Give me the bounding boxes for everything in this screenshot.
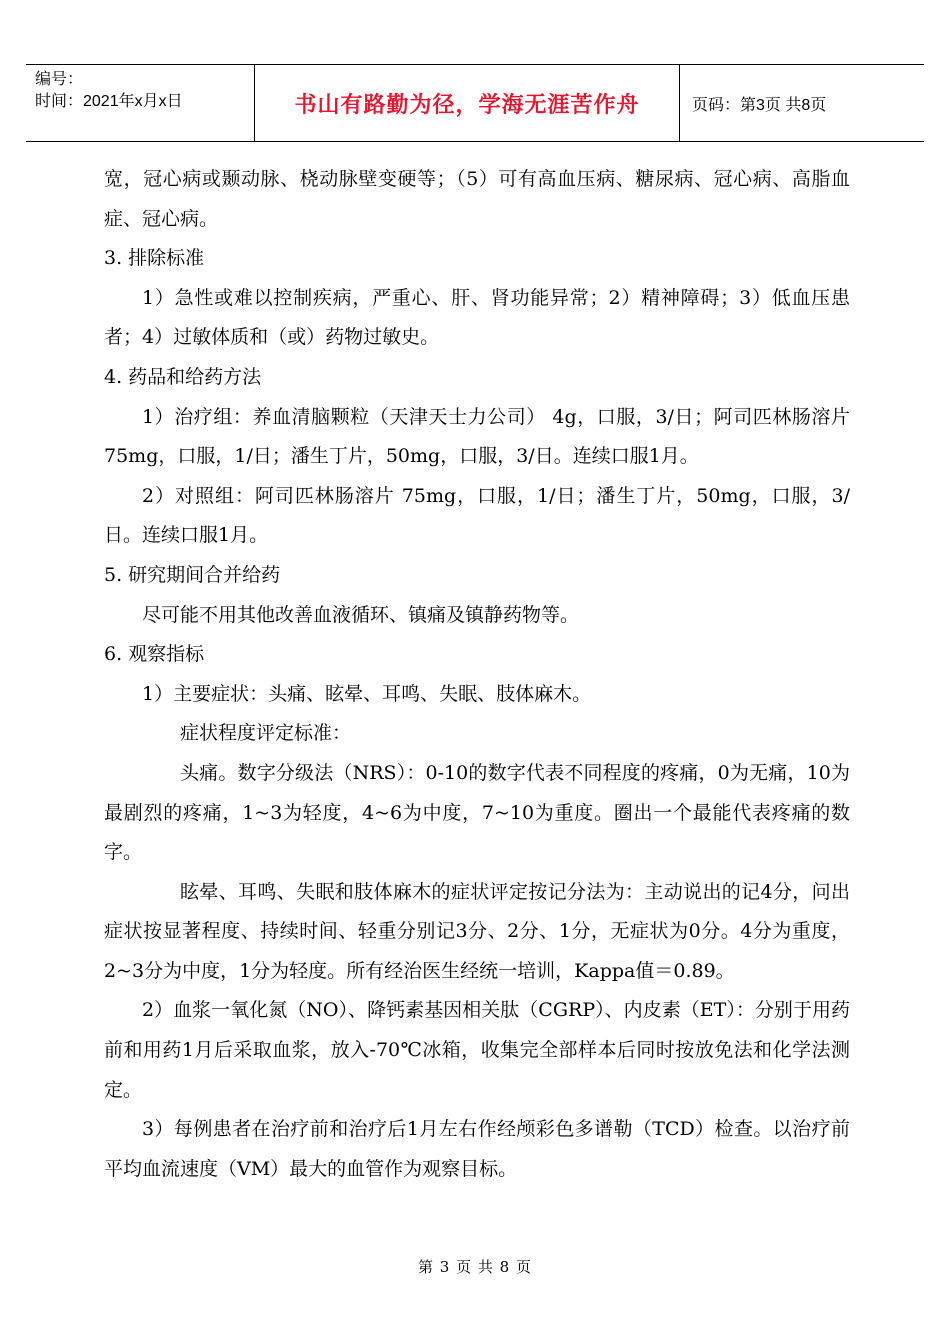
paragraph: 头痛。数字分级法（NRS）：0-10的数字代表不同程度的疼痛，0为无痛，10为最剧烈的疼痛，1~3为轻度，4~6为中度，7~10为重度。圈出一个最能代表疼痛的数字。 <box>104 761 850 864</box>
section-heading: 4. 药品和给药方法 <box>104 365 262 388</box>
paragraph: 1）治疗组：养血清脑颗粒（天津天士力公司） 4g，口服，3/日；阿司匹林肠溶片 75mg，口服，1/日；潘生丁片，50mg，口服，3/日。连续口服1月。 <box>104 405 850 468</box>
paragraph: 2）血浆一氧化氮（NO）、降钙素基因相关肽（CGRP）、内皮素（ET）：分别于用药前和用药1月后采取血浆，放入-70℃冰箱，收集完全部样本后同时按放免法和化学法测定。 <box>104 999 850 1101</box>
page-footer: 第 3 页 共 8 页 <box>418 1258 532 1276</box>
section-heading: 3. 排除标准 <box>104 247 205 270</box>
header-page-code: 页码：第3页 共8页 <box>692 96 827 114</box>
paragraph: 症状程度评定标准： <box>180 722 352 745</box>
paragraph: 2）对照组：阿司匹林肠溶片 75mg，口服，1/日；潘生丁片，50mg，口服，3/日。连续口服1月。 <box>104 484 850 547</box>
number-label: 编号： <box>35 71 84 88</box>
paragraph: 尽可能不用其他改善血液循环、镇痛及镇静药物等。 <box>142 603 580 626</box>
header-motto: 书山有路勤为径，学海无涯苦作舟 <box>255 65 680 141</box>
paragraph: 3）每例患者在治疗前和治疗后1月左右作经颅彩色多谱勒（TCD）检查。以治疗前平均血流速度（VM）最大的血管作为观察目标。 <box>104 1118 850 1180</box>
time-label: 时间：2021年x月x日 <box>35 93 183 110</box>
paragraph: 眩晕、耳鸣、失眠和肢体麻木的症状评定按记分法为：主动说出的记4分，问出症状按显著程度、持续时间、轻重分别记3分、2分、1分，无症状为0分。4分为重度，2~3分为中度，1分为轻度。所有经治医生经统一培训，Kappa值＝0.89。 <box>104 880 850 982</box>
section-heading: 6. 观察指标 <box>104 643 205 666</box>
section-heading: 5. 研究期间合并给药 <box>104 563 281 586</box>
paragraph: 1）急性或难以控制疾病，严重心、肝、肾功能异常；2）精神障碍；3）低血压患者；4）过敏体质和（或）药物过敏史。 <box>104 286 850 349</box>
paragraph: 1）主要症状：头痛、眩晕、耳鸣、失眠、肢体麻木。 <box>142 682 592 705</box>
paragraph: 宽，冠心病或颞动脉、桡动脉壁变硬等；（5）可有高血压病、糖尿病、冠心病、高脂血症、冠心病。 <box>104 168 850 230</box>
header-meta <box>26 65 255 141</box>
document-header <box>26 64 924 142</box>
document-body <box>104 160 850 1189</box>
